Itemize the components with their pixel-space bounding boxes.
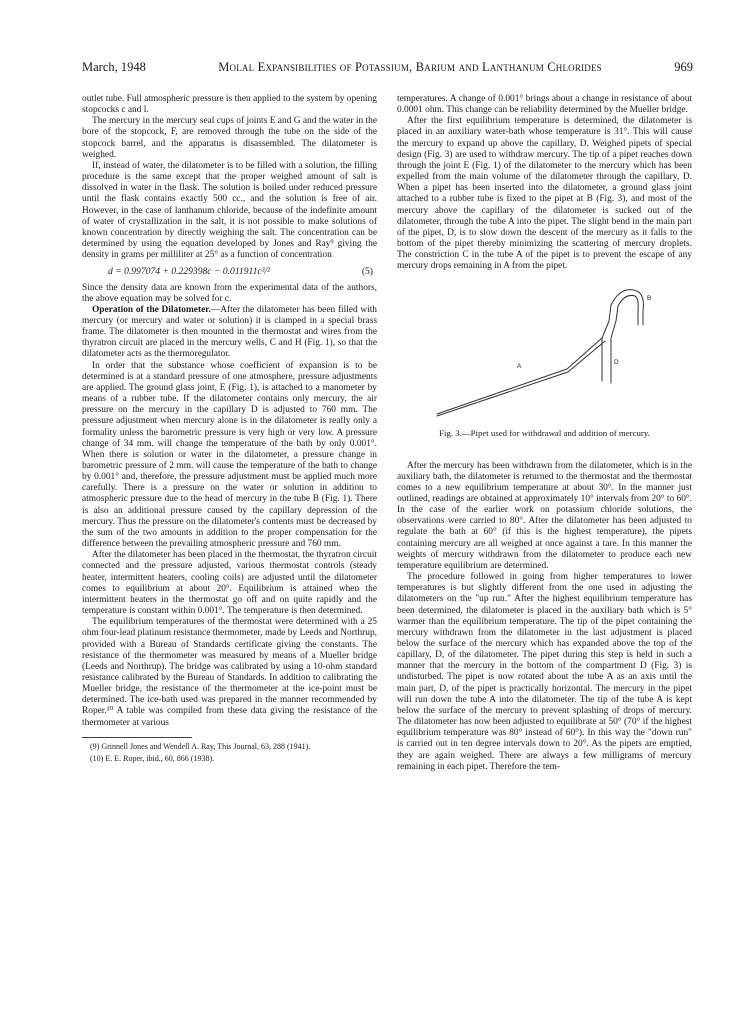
label-b: B: [647, 294, 652, 302]
header-title: Molal Expansibilities of Potassium, Barium and Lanthanum Chlorides: [218, 60, 602, 74]
label-a: A: [517, 362, 522, 370]
paragraph: After the dilatometer has been placed in the thermostat, the thyratron circuit connected and the pressure adjusted, various thermostat controls (steady heater, intermittent heaters, cooling coils) are adjusted until the dilatometer comes to equilibrium at about 20°. Equilibrium is attained when the intermittent heaters in the thermostat go off and on quite rapidly and the temperature is constant within 0.001°. The temperature is then determined.: [82, 550, 377, 617]
section-heading: Operation of the Dilatometer.: [92, 304, 211, 315]
left-column: [82, 94, 377, 773]
running-header: [82, 60, 693, 86]
footnote-9: (9) Grinnell Jones and Wendell A. Ray, This Journal, 63, 288 (1941).: [90, 741, 311, 751]
equation-number: (5): [361, 266, 373, 278]
figure-caption: Fig. 3.—Pipet used for withdrawal and addition of mercury.: [439, 427, 650, 438]
paragraph: If, instead of water, the dilatometer is to be filled with a solution, the filling procedure is the same except that the proper weighed amount of salt is dissolved in water in the flask. The solution is boiled under reduced pressure until the flask contains exactly 500 cc., and the solution is free of air. However, in the case of lanthanum chloride, because of the indefinite amount of water of crystallization in the salt, it is not possible to make solutions of known concentration by directly weighing the salt. The concentration can be determined by using the equation developed by Jones and Ray⁹ giving the density in grams per milliliter at 25° as a function of concentration: [82, 160, 377, 261]
paragraph: After the mercury has been withdrawn from the dilatometer, which is in the auxiliary bath, the dilatometer is returned to the thermostat and the thermostat comes to a new equilibrium temperature at about 30°. In the manner just outlined, readings are obtained at approximately 10° intervals from 20° to 60°. In the case of the earlier work on potassium chloride solutions, the observations were carried to 80°. After the dilatometer has been adjusted to regulate the bath at 60° (if this is the highest temperature), the pipets containing mercury are all weighed at once against a tare. In this manner the weights of mercury withdrawn from the dilatometer to produce each new temperature equilibrium are determined.: [397, 460, 692, 571]
pipet-body-d: [602, 338, 611, 383]
paragraph: [82, 305, 377, 361]
paragraph: After the first equilibrium temperature is determined, the dilatometer is placed in an auxiliary water-bath whose temperature is 31°. This will cause the mercury to expand up above the capillary, D. Weighed pipets of special design (Fig. 3) are used to withdraw mercury. The tip of a pipet reaches down through the joint E (Fig. 1) of the dilatometer to the mercury which has been expelled from the main volume of the dilatometer through the capillary, D. When a pipet has been inserted into the dilatometer, a ground glass joint attached to a rubber tube is fixed to the pipet at B (Fig. 3), and most of the mercury above the capillary of the dilatometer is sucked out of the dilatometer, through the tube A into the pipet. The slight bend in the main part of the pipet, D, is to slow down the descent of the mercury as it falls to the bottom of the pipet thereby minimizing the scattering of mercury droplets. The constriction C in the tube A of the pipet is to prevent the escape of any mercury drops remaining in A from the pipet.: [397, 116, 692, 272]
footnotes: [82, 737, 311, 764]
two-column-body: [82, 94, 693, 773]
pipet-end-b: [638, 311, 643, 325]
figure-3-pipet-diagram: [397, 281, 692, 417]
paragraph: outlet tube. Full atmospheric pressure is then applied to the system by opening stopcocks c and l.: [82, 94, 377, 116]
paragraph: The equilibrium temperatures of the thermostat were determined with a 25 ohm four-lead platinum resistance thermometer, made by Leeds and Northrup, provided with a Bureau of Standards certificate giving the constants. The resistance of the thermometer was measured by means of a Mueller bridge (Leeds and Northrup). The bridge was calibrated by using a 10-ohm standard resistance calibrated by the Bureau of Standards. In addition to calibrating the Mueller bridge, the resistance of the thermometer at the ice-point must be determined. The ice-bath used was prepared in the manner recommended by Roper.¹⁰ A table was compiled from these data giving the resistance of the thermometer at various: [82, 617, 377, 728]
paragraph: In order that the substance whose coefficient of expansion is to be determined is at a standard pressure of one atmosphere, pressure adjustments are applied. The ground glass joint, E (Fig. 1), is attached to a manometer by means of a rubber tube. If the dilatometer contains only mercury, the air pressure on the mercury in the capillary D is adjusted to 760 mm. The pressure adjustment when mercury alone is in the dilatometer is really only a formality unless the barometric pressure is very high or very low. A pressure change of 34 mm. will change the temperature of the bath by only 0.001°. When there is solution or water in the dilatometer, a pressure change in barometric pressure of 2 mm. will cause the temperature of the bath to change by 0.001° and, therefore, the pressure adjustment must be applied much more carefully. There is a pressure on the water or solution in addition to atmospheric pressure due to the head of mercury in the tube B (Fig. 1). There is also an additional pressure caused by the capillary depression of the mercury. Thus the pressure on the dilatometer's contents must be decreased by the sum of the two amounts in addition to the proper compensation for the difference between the prevailing atmospheric pressure and 760 mm.: [82, 360, 377, 550]
paragraph-text: —After the dilatometer has been filled with mercury (or mercury and water or solution) it is clamped in a special brass frame. The dilatometer is then mounted in the thermostat and wires from the thyratron circuit are placed in the mercury wells, C and H (Fig. 1), so that the dilatometer acts as the thermoregulator.: [82, 304, 377, 360]
page-number: 969: [674, 60, 693, 74]
paragraph: The procedure followed in going from higher temperatures to lower temperatures is but slightly different from the one used in adjusting the dilatometers on the "up run." After the highest equilibrium temperature has been determined, the dilatometer is placed in the auxiliary bath which is 5° warmer than the equilibrium temperature. The tip of the pipet containing the mercury withdrawn from the dilatometer in the last adjustment is placed below the surface of the mercury which has expanded above the top of the capillary, D, of the dilatometer. The pipet during this step is held in such a manner that the mercury in the bottom of the compartment D (Fig. 3) is undisturbed. The pipet is now rotated about the tube A as an axis until the main part, D, of the pipet is practically horizontal. The mercury in the pipet will run down the tube A into the dilatometer. The tip of the tube A is kept below the surface of the mercury to prevent splashing of drops of mercury. The dilatometer has now been adjusted to equilibrate at 50° (70° if the highest equilibrium temperature was 80° instead of 60°). In this way the "down run" is carried out in ten degree intervals down to 20°. As the pipets are emptied, they are again weighed. There are always a few milligrams of mercury remaining in each pipet. Therefore the tem-: [397, 572, 692, 772]
pipet-upper: [611, 306, 618, 338]
pipet-tube-a: [437, 338, 602, 414]
label-d: D: [614, 358, 619, 366]
paragraph: The mercury in the mercury seal cups of joints E and G and the water in the bore of the stopcock, F, are removed through the tube on the side of the stopcock barrel, and the apparatus is disassembled. The dilatometer is weighed.: [82, 116, 377, 160]
right-column: [397, 94, 692, 773]
equation-5: [82, 261, 377, 282]
paragraph: temperatures. A change of 0.001° brings about a change in resistance of about 0.0001 ohm. This change can be reliability determined by the Mueller bridge.: [397, 94, 692, 116]
equation-expression: d = 0.997074 + 0.229398c − 0.011911c³/²: [108, 266, 271, 278]
paragraph: Since the density data are known from the experimental data of the authors, the above equation may be solved for c.: [82, 282, 377, 304]
footnote-10: (10) E. E. Roper, ibid., 60, 866 (1938).: [90, 753, 215, 763]
header-date: March, 1948: [82, 60, 146, 74]
